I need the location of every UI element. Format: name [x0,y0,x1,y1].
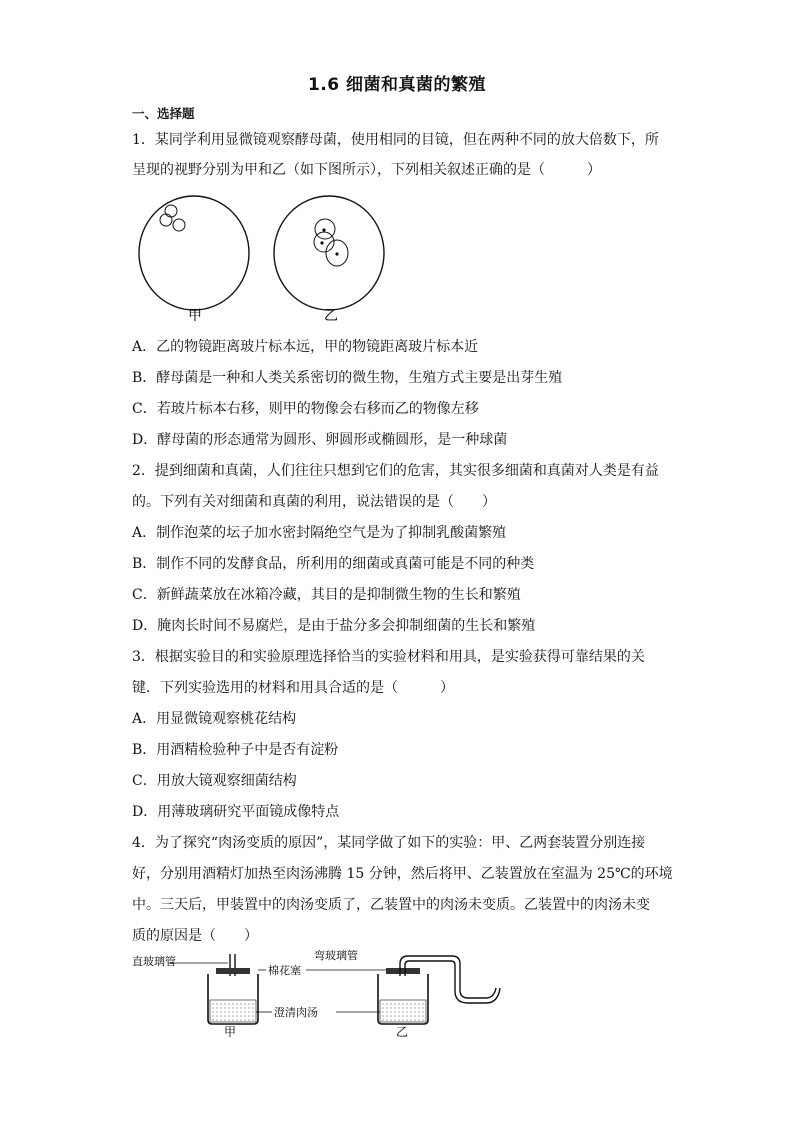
flask-label-a: 甲 [224,1025,237,1038]
yeast-cell [173,219,185,231]
broth-experiment-diagram [128,950,518,1038]
q1-option-a: A．乙的物镜距离玻片标本远，甲的物镜距离玻片标本近 [132,339,479,355]
page-title: 1.6 细菌和真菌的繁殖 [307,75,487,95]
section-heading: 一、选择题 [132,106,195,121]
q4-stem-line-4: 质的原因是（ ） [132,928,258,944]
field-label-b: 乙 [324,308,338,324]
field-circle-b [274,196,384,310]
field-label-a: 甲 [188,308,202,324]
q1-option-d: D．酵母菌的形态通常为圆形、卵圆形或椭圆形，是一种球菌 [132,432,508,448]
q3-option-c: C．用放大镜观察细菌结构 [132,773,297,789]
q1-stem-line-2: 呈现的视野分别为甲和乙（如下图所示），下列相关叙述正确的是（ ） [132,162,601,178]
label-cotton-plug: 棉花塞 [268,964,301,977]
q1-stem-line-1: 1．某同学利用显微镜观察酵母菌，使用相同的目镜，但在两种不同的放大倍数下，所 [132,132,659,148]
yeast-cell [160,214,172,226]
q3-stem-line-1: 3．根据实验目的和实验原理选择恰当的实验材料和用具，是实验获得可靠结果的关 [132,649,645,665]
cell-nucleus [322,228,325,231]
cotton-plug-b [386,968,420,974]
q2-option-d: D．腌肉长时间不易腐烂，是由于盐分多会抑制细菌的生长和繁殖 [132,618,536,634]
q2-stem-line-2: 的。下列有关对细菌和真菌的利用，说法错误的是（ ） [132,494,496,510]
q3-option-d: D．用薄玻璃研究平面镜成像特点 [132,804,340,820]
q3-option-b: B．用酒精检验种子中是否有淀粉 [132,742,339,758]
cell-nucleus [320,241,323,244]
yeast-cell [165,205,177,217]
broth-a [212,1004,254,1020]
cell-nucleus [335,252,338,255]
q2-option-c: C．新鲜蔬菜放在冰箱冷藏，其目的是抑制微生物的生长和繁殖 [132,587,521,603]
q2-option-b: B．制作不同的发酵食品，所利用的细菌或真菌可能是不同的种类 [132,556,535,572]
q1-option-c: C．若玻片标本右移，则甲的物像会右移而乙的物像左移 [132,401,479,417]
cotton-plug-a [216,968,250,974]
q3-option-a: A．用显微镜观察桃花结构 [132,711,297,727]
q1-option-b: B．酵母菌是一种和人类关系密切的微生物，生殖方式主要是出芽生殖 [132,370,563,386]
flask-label-b: 乙 [396,1025,409,1038]
flask-a [208,954,258,1024]
label-straight-tube: 直玻璃管 [132,955,176,968]
q2-option-a: A．制作泡菜的坛子加水密封隔绝空气是为了抑制乳酸菌繁殖 [132,525,507,541]
flask-b [378,956,500,1024]
q2-stem-line-1: 2．提到细菌和真菌，人们往往只想到它们的危害，其实很多细菌和真菌对人类是有益 [132,463,659,479]
q4-stem-line-1: 4．为了探究“肉汤变质的原因”，某同学做了如下的实验：甲、乙两套装置分别连接 [132,835,646,851]
bent-glass-tube [400,956,496,998]
broth-b [382,1004,424,1020]
field-circle-a [139,196,249,310]
q4-stem-line-3: 中。三天后，甲装置中的肉汤变质了，乙装置中的肉汤未变质。乙装置中的肉汤未变 [132,897,650,913]
label-bent-tube: 弯玻璃管 [314,950,358,962]
q3-stem-line-2: 键．下列实验选用的材料和用具合适的是（ ） [132,680,454,696]
label-broth: 澄清肉汤 [274,1006,318,1019]
microscope-field-diagram [132,192,392,324]
q4-stem-line-2: 好，分别用酒精灯加热至肉汤沸腾 15 分钟，然后将甲、乙装置放在室温为 25℃的环境 [132,866,673,882]
